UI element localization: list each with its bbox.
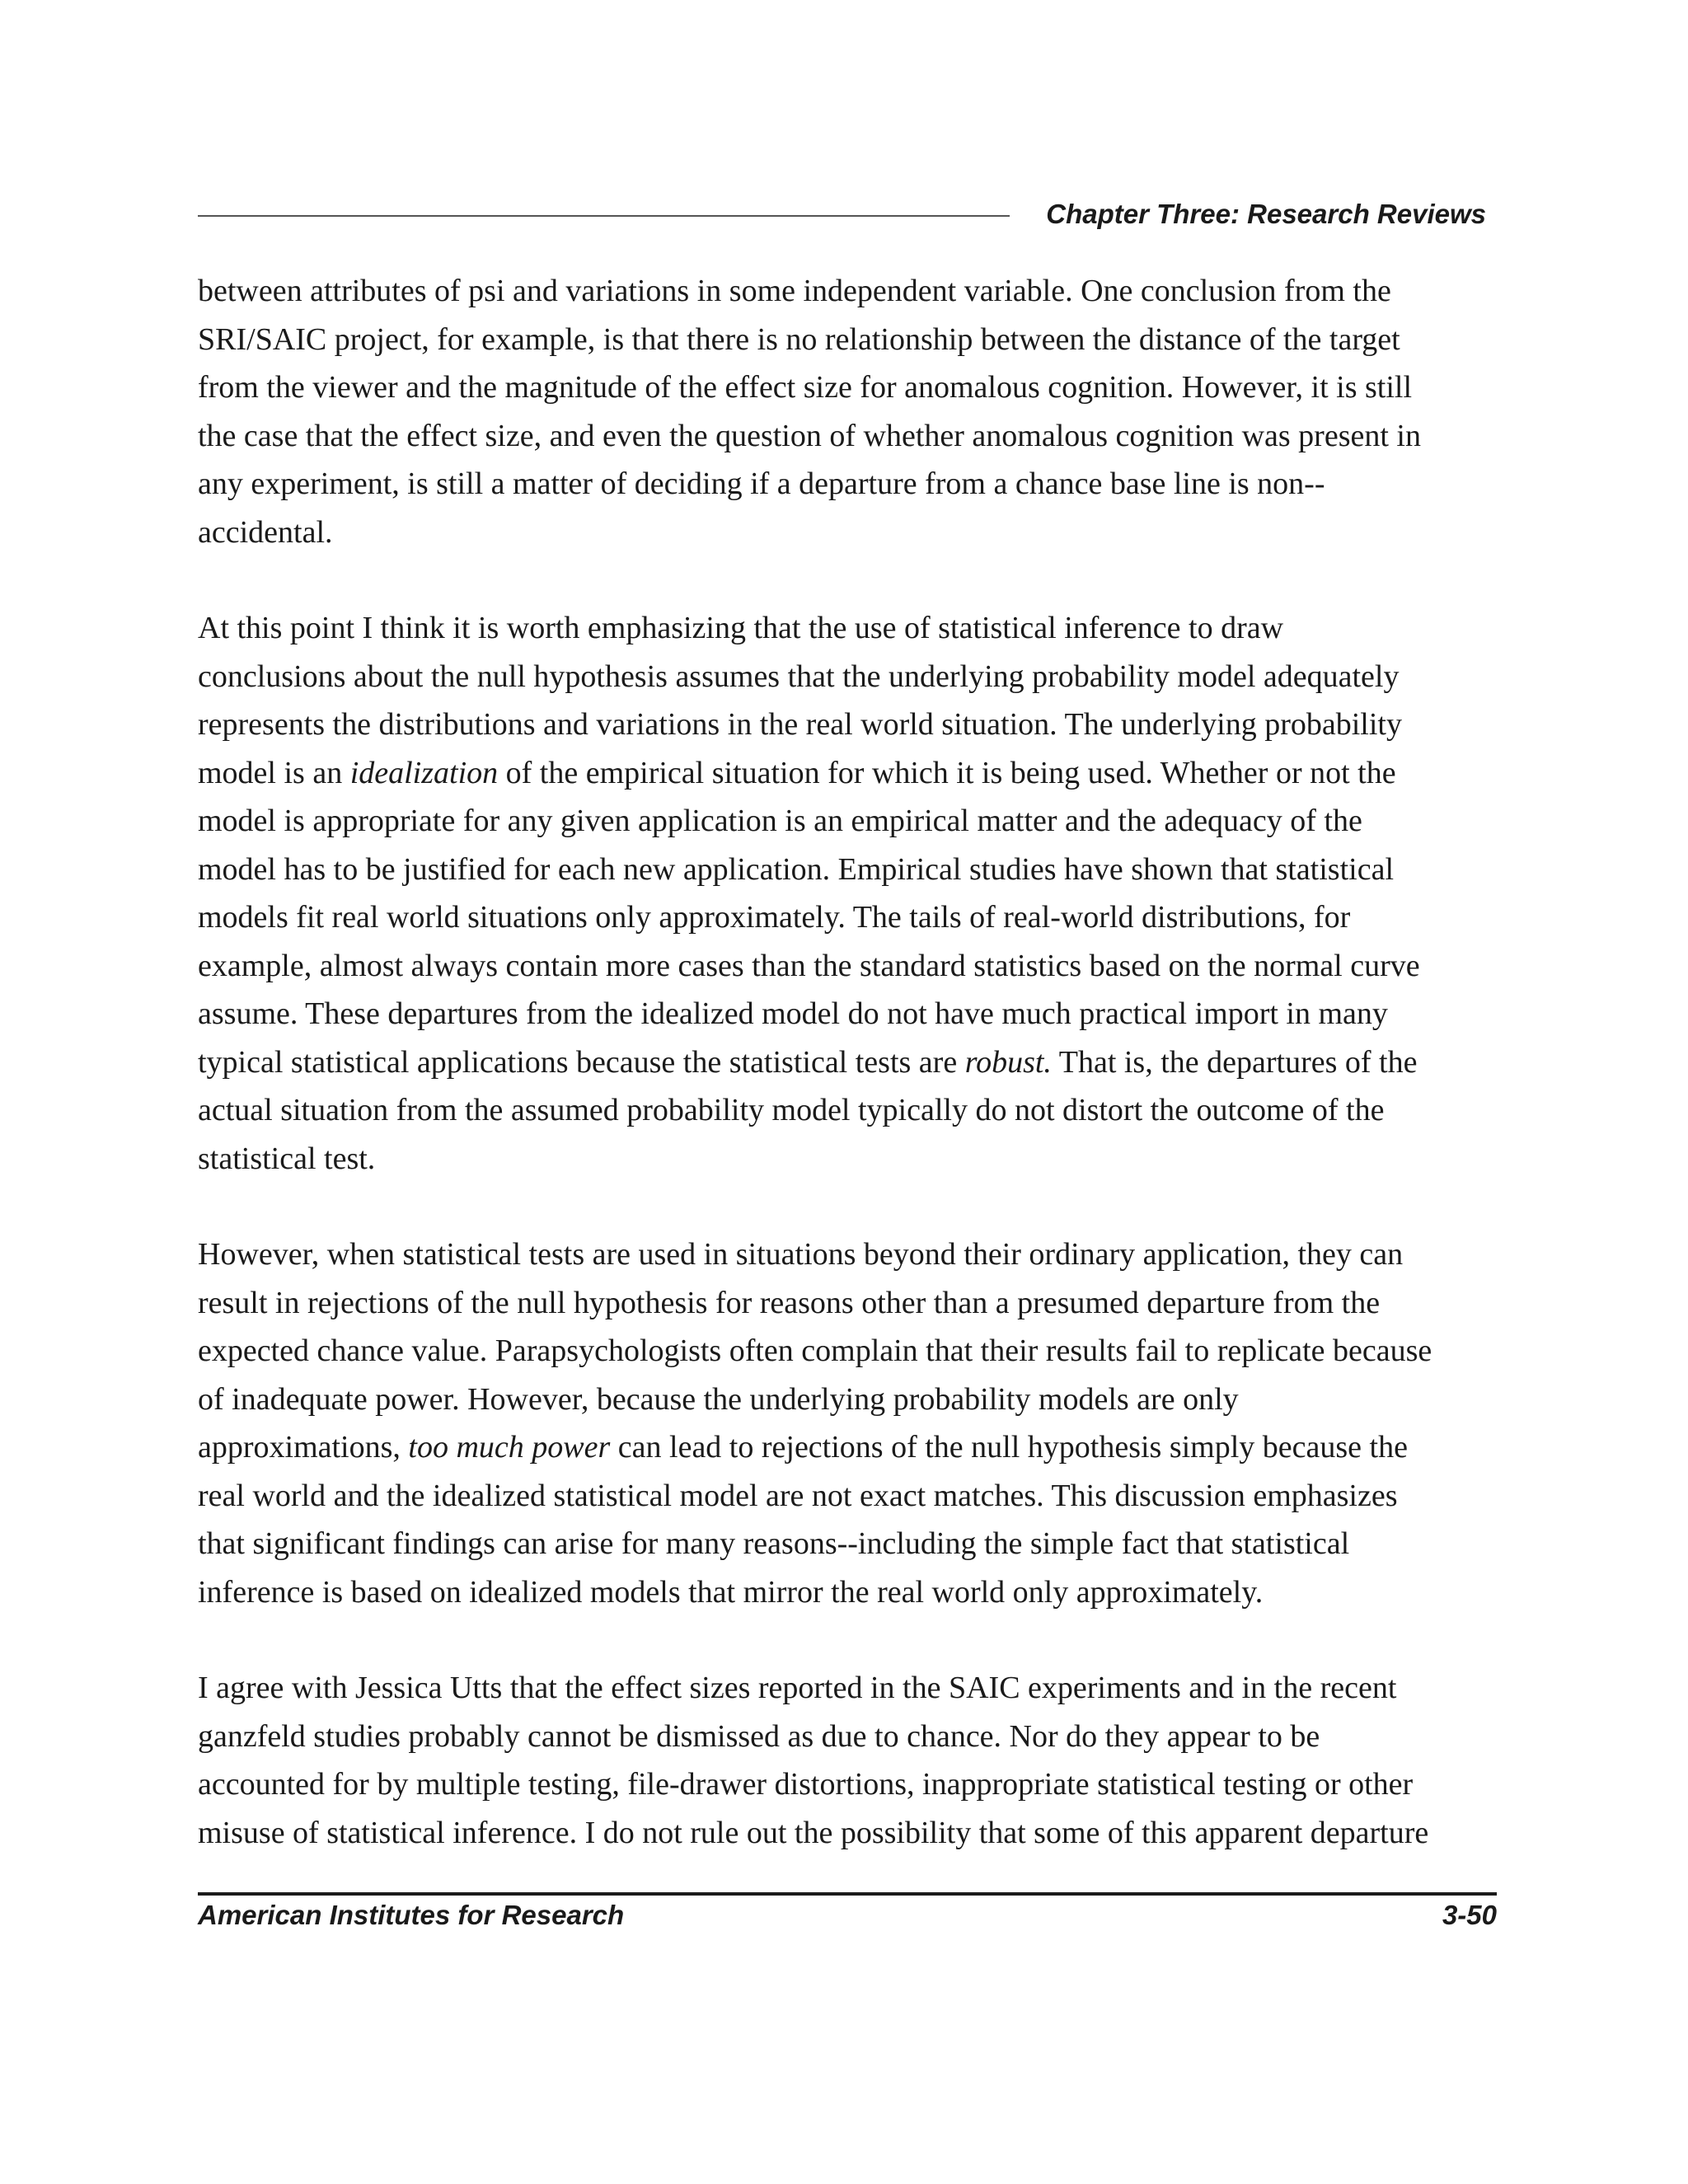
footer-organization: American Institutes for Research (198, 1900, 625, 1930)
text-run: At this point I think it is worth emphasizing that the use of statistical inference to draw (198, 611, 1284, 645)
text-line (198, 1520, 1497, 1568)
paragraph (198, 1664, 1497, 1857)
text-run: That is, the departures of the (1051, 1044, 1418, 1080)
text-line (198, 316, 1497, 364)
text-run: represents the distributions and variations in the real world situation. The underlying probability (198, 707, 1402, 742)
text-line (198, 1279, 1497, 1328)
text-line (198, 942, 1497, 991)
text-run: accounted for by multiple testing, file-drawer distortions, inappropriate statistical testing or other (198, 1767, 1414, 1802)
text-run: result in rejections of the null hypothesis for reasons other than a presumed departure from the (198, 1285, 1381, 1320)
italic-text: too much power (408, 1430, 611, 1465)
text-run: can lead to rejections of the null hypothesis simply because the (610, 1430, 1408, 1465)
text-line (198, 509, 1497, 557)
text-run: approximations, (198, 1430, 409, 1465)
text-line (198, 846, 1497, 894)
text-run: accidental. (198, 514, 333, 550)
footer-rule (198, 1892, 1497, 1896)
text-line (198, 267, 1497, 316)
text-run: model is an (198, 755, 350, 790)
text-line (198, 893, 1497, 942)
paragraph (198, 1230, 1497, 1616)
text-run: statistical test. (198, 1141, 376, 1176)
text-line (198, 1376, 1497, 1424)
text-run: However, when statistical tests are used in situations beyond their ordinary application, they can (198, 1237, 1404, 1272)
text-run: example, almost always contain more cases than the standard statistics based on the normal curve (198, 948, 1420, 983)
text-run: models fit real world situations only approximately. The tails of real-world distributions, for (198, 900, 1351, 935)
text-run: from the viewer and the magnitude of the effect size for anomalous cognition. However, it is still (198, 370, 1413, 405)
text-run: actual situation from the assumed probability model typically do not distort the outcome of the (198, 1093, 1385, 1127)
text-line (198, 363, 1497, 412)
text-run: assume. These departures from the idealized model do not have much practical import in many (198, 996, 1388, 1031)
text-run: misuse of statistical inference. I do not rule out the possibility that some of this apparent departure (198, 1815, 1429, 1850)
text-run: conclusions about the null hypothesis assumes that the underlying probability model adequately (198, 658, 1400, 694)
text-line (198, 701, 1497, 749)
text-run: expected chance value. Parapsychologists often complain that their results fail to replicate because (198, 1333, 1432, 1368)
italic-text: robust. (964, 1044, 1052, 1080)
text-line (198, 460, 1497, 509)
running-header: Chapter Three: Research Reviews (1046, 199, 1486, 229)
text-line (198, 1809, 1497, 1858)
text-run: SRI/SAIC project, for example, is that there is no relationship between the distance of the target (198, 321, 1400, 357)
page-number: 3-50 (1442, 1900, 1497, 1930)
text-line (198, 412, 1497, 461)
text-run: ganzfeld studies probably cannot be dismissed as due to chance. Nor do they appear to be (198, 1718, 1320, 1754)
text-run: between attributes of psi and variations in some independent variable. One conclusion from the (198, 274, 1391, 308)
text-run: real world and the idealized statistical model are not exact matches. This discussion emphasizes (198, 1478, 1398, 1513)
text-line (198, 604, 1497, 653)
text-line (198, 1472, 1497, 1521)
text-line (198, 1713, 1497, 1761)
paragraph (198, 267, 1497, 556)
italic-text: idealization (349, 755, 499, 790)
text-run: model is appropriate for any given application is an empirical matter and the adequacy of the (198, 804, 1362, 838)
text-line (198, 797, 1497, 846)
text-run: of inadequate power. However, because the underlying probability models are only (198, 1381, 1239, 1417)
text-run: I agree with Jessica Utts that the effect sizes reported in the SAIC experiments and in the recent (198, 1671, 1397, 1705)
text-line (198, 1135, 1497, 1183)
text-run: any experiment, is still a matter of deciding if a departure from a chance base line is non-- (198, 466, 1325, 501)
text-line (198, 1423, 1497, 1472)
text-line (198, 1038, 1497, 1087)
header-rule (198, 215, 1010, 217)
text-line (198, 1327, 1497, 1376)
text-run: of the empirical situation for which it is being used. Whether or not the (498, 755, 1396, 790)
body-text (198, 267, 1497, 1905)
paragraph (198, 604, 1497, 1183)
text-run: model has to be justified for each new application. Empirical studies have shown that statistical (198, 851, 1394, 887)
text-line (198, 1568, 1497, 1617)
text-line (198, 653, 1497, 701)
text-run: typical statistical applications because the statistical tests are (198, 1044, 965, 1080)
text-line (198, 1664, 1497, 1713)
text-line (198, 990, 1497, 1038)
text-run: inference is based on idealized models that mirror the real world only approximately. (198, 1574, 1264, 1610)
text-line (198, 749, 1497, 798)
text-line (198, 1230, 1497, 1279)
text-line (198, 1086, 1497, 1135)
text-run: that significant findings can arise for many reasons--including the simple fact that statistical (198, 1526, 1350, 1561)
text-line (198, 1760, 1497, 1809)
text-run: the case that the effect size, and even the question of whether anomalous cognition was present in (198, 418, 1421, 453)
